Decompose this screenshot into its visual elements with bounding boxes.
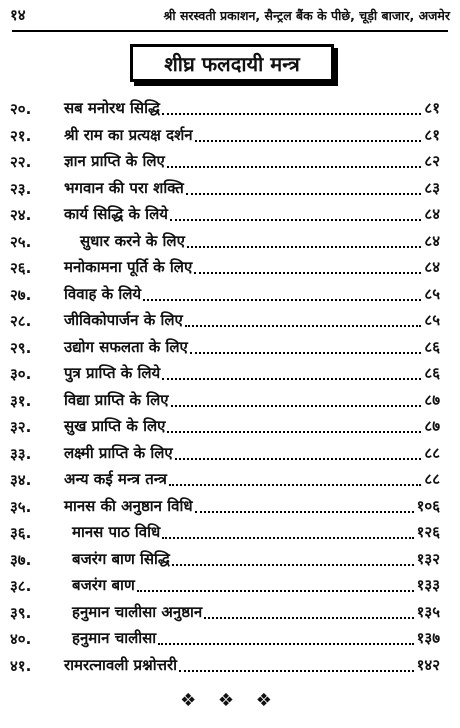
toc-entry bbox=[0, 255, 460, 282]
toc-entry bbox=[0, 494, 460, 521]
entry-page-number: ८२ bbox=[421, 151, 440, 171]
entry-number: ४०. bbox=[10, 630, 32, 649]
entry-page-number: ८५ bbox=[421, 310, 440, 330]
entry-page-number: ८८ bbox=[421, 469, 440, 489]
leader-dots bbox=[158, 643, 413, 645]
entry-page-number: ८७ bbox=[421, 390, 440, 410]
leader-dots bbox=[137, 590, 414, 592]
leader-dots bbox=[167, 166, 422, 168]
entry-page-number: ८१ bbox=[421, 125, 440, 145]
entry-title: सब मनोरथ सिद्धि bbox=[64, 99, 160, 117]
toc-entry bbox=[0, 600, 460, 627]
toc-entry bbox=[0, 149, 460, 176]
entry-title: उद्योग सफलता के लिए bbox=[64, 337, 188, 356]
leader-dots bbox=[167, 431, 421, 433]
toc-entry bbox=[0, 229, 460, 256]
entry-page-number: ८६ bbox=[421, 363, 440, 383]
entry-number: २०. bbox=[10, 100, 32, 119]
entry-page-number: ८१ bbox=[421, 98, 440, 118]
entry-number: ३१. bbox=[10, 391, 32, 410]
entry-number: ३८. bbox=[10, 577, 32, 596]
entry-title: कार्य सिद्धि के लिये bbox=[64, 205, 168, 223]
page-header bbox=[10, 2, 450, 28]
entry-page-number: ८४ bbox=[421, 231, 440, 251]
entry-page-number: १२६ bbox=[414, 522, 440, 542]
entry-title: लक्ष्मी प्राप्ति के लिए bbox=[64, 443, 173, 462]
leader-dots bbox=[195, 511, 414, 513]
leader-dots bbox=[194, 272, 421, 274]
entry-page-number: १०६ bbox=[414, 496, 440, 516]
toc-entry bbox=[0, 282, 460, 309]
entry-number: ३२. bbox=[10, 418, 32, 437]
entry-title: बजरंग बाण सिद्धि bbox=[72, 549, 170, 568]
leader-dots bbox=[170, 219, 421, 221]
entry-number: २७. bbox=[10, 285, 32, 304]
header-rule bbox=[12, 30, 448, 32]
entry-page-number: ८७ bbox=[421, 416, 440, 436]
leader-dots bbox=[187, 246, 421, 248]
toc-entry bbox=[0, 335, 460, 362]
publisher-line: श्री सरस्वती प्रकाशन, सैन्ट्रल बैंक के पीछे, चूड़ी बाजार, अजमेर bbox=[163, 7, 450, 23]
toc-entry bbox=[0, 441, 460, 468]
entry-page-number: १४२ bbox=[414, 655, 440, 675]
toc-entry bbox=[0, 653, 460, 680]
toc-entry bbox=[0, 96, 460, 123]
section-title: शीघ्र फलदायी मन्त्र bbox=[130, 44, 334, 82]
entry-number: २८. bbox=[10, 312, 32, 331]
entry-title: हनुमान चालीसा अनुष्ठान bbox=[72, 602, 203, 621]
entry-number: ३०. bbox=[10, 365, 32, 384]
entry-number: २१. bbox=[10, 126, 32, 145]
toc-entry bbox=[0, 547, 460, 574]
toc-entry bbox=[0, 123, 460, 150]
leader-dots bbox=[179, 670, 414, 672]
leader-dots bbox=[171, 405, 422, 407]
leader-dots bbox=[162, 113, 421, 115]
entry-number: ३५. bbox=[10, 497, 32, 516]
entry-title: मानस की अनुष्ठान विधि bbox=[64, 496, 193, 515]
entry-page-number: ८३ bbox=[421, 178, 440, 198]
leader-dots bbox=[169, 484, 421, 486]
toc-entry bbox=[0, 626, 460, 653]
entry-page-number: १३३ bbox=[414, 575, 440, 595]
entry-number: २५. bbox=[10, 232, 32, 251]
entry-page-number: १३७ bbox=[414, 628, 440, 648]
toc-entry bbox=[0, 467, 460, 494]
entry-number: ३७. bbox=[10, 550, 32, 569]
page-number: १४ bbox=[10, 6, 26, 24]
entry-number: २६. bbox=[10, 259, 32, 278]
leader-dots bbox=[162, 378, 421, 380]
toc-entry bbox=[0, 361, 460, 388]
entry-number: २९. bbox=[10, 338, 32, 357]
leader-dots bbox=[195, 140, 422, 142]
entry-title: श्री राम का प्रत्यक्ष दर्शन bbox=[64, 125, 193, 144]
table-of-contents bbox=[0, 96, 460, 679]
entry-title: मनोकामना पूर्ति के लिए bbox=[64, 258, 193, 276]
leader-dots bbox=[185, 325, 422, 327]
entry-page-number: ८६ bbox=[421, 337, 440, 357]
entry-page-number: १३५ bbox=[414, 602, 440, 622]
entry-title: सुख प्राप्ति के लिए bbox=[64, 417, 166, 435]
entry-number: ३९. bbox=[10, 603, 32, 622]
toc-entry bbox=[0, 176, 460, 203]
entry-title: बजरंग बाण bbox=[72, 576, 135, 594]
toc-entry bbox=[0, 414, 460, 441]
entry-title: विद्या प्राप्ति के लिए bbox=[64, 390, 169, 409]
entry-title: जीविकोपार्जन के लिए bbox=[64, 311, 183, 329]
toc-entry bbox=[0, 520, 460, 547]
entry-page-number: ८५ bbox=[421, 284, 440, 304]
entry-number: ४१. bbox=[10, 656, 32, 675]
leader-dots bbox=[175, 458, 422, 460]
entry-number: २४. bbox=[10, 206, 32, 225]
entry-page-number: ८८ bbox=[421, 443, 440, 463]
entry-title: मानस पाठ विधि bbox=[72, 523, 161, 541]
leader-dots bbox=[204, 617, 413, 619]
entry-number: २३. bbox=[10, 179, 32, 198]
leader-dots bbox=[143, 299, 421, 301]
toc-entry bbox=[0, 308, 460, 335]
entry-title: हनुमान चालीसा bbox=[72, 629, 157, 647]
entry-number: ३६. bbox=[10, 524, 32, 543]
entry-title: पुत्र प्राप्ति के लिये bbox=[64, 364, 161, 382]
entry-title: विवाह के लिये bbox=[64, 284, 142, 303]
entry-title: रामरत्नावली प्रश्नोत्तरी bbox=[64, 655, 177, 674]
entry-number: २२. bbox=[10, 153, 32, 172]
leader-dots bbox=[186, 193, 422, 195]
entry-page-number: १३२ bbox=[414, 549, 440, 569]
toc-entry bbox=[0, 573, 460, 600]
toc-entry bbox=[0, 388, 460, 415]
leader-dots bbox=[162, 537, 413, 539]
leader-dots bbox=[190, 352, 422, 354]
entry-title: ज्ञान प्राप्ति के लिए bbox=[64, 152, 165, 170]
entry-page-number: ८४ bbox=[421, 204, 440, 224]
entry-title: अन्य कई मन्त्र तन्त्र bbox=[64, 470, 167, 488]
entry-number: ३४. bbox=[10, 471, 32, 490]
entry-page-number: ८४ bbox=[421, 257, 440, 277]
entry-title: भगवान की परा शक्ति bbox=[64, 178, 184, 197]
leader-dots bbox=[172, 564, 414, 566]
ornament-divider: ❖ ❖ ❖ bbox=[180, 690, 280, 711]
toc-entry bbox=[0, 202, 460, 229]
entry-title: सुधार करने के लिए bbox=[80, 231, 185, 250]
entry-number: ३३. bbox=[10, 444, 32, 463]
